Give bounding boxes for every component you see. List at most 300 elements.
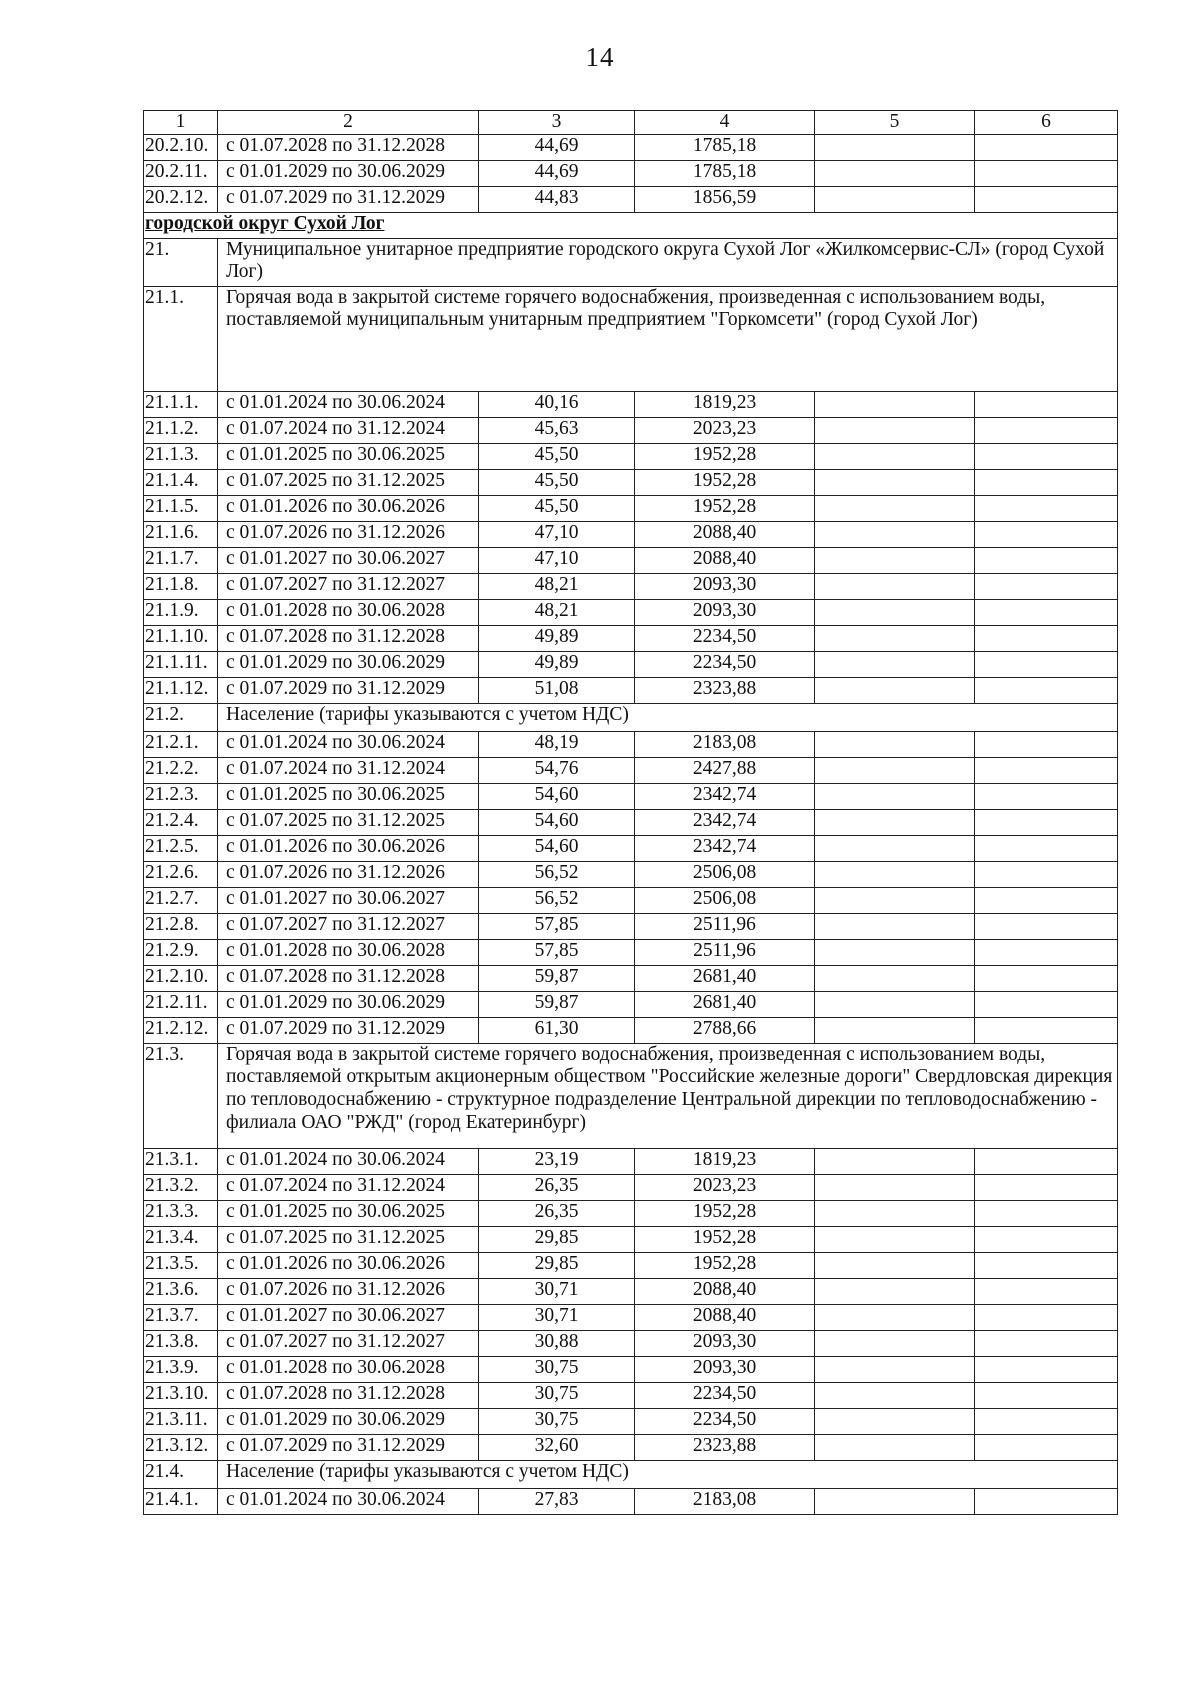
value-col6 — [975, 417, 1118, 443]
row-number: 21.3.8. — [144, 1330, 218, 1356]
row-number: 21.3.9. — [144, 1356, 218, 1382]
value-col6 — [975, 1488, 1118, 1514]
row-number: 21.1.4. — [144, 469, 218, 495]
value-col6 — [975, 939, 1118, 965]
value-col6 — [975, 1200, 1118, 1226]
value-col4: 2234,50 — [635, 1408, 815, 1434]
value-col4: 2093,30 — [635, 1356, 815, 1382]
section-number: 21.3. — [144, 1043, 218, 1148]
value-col4: 2342,74 — [635, 809, 815, 835]
table-row — [144, 991, 1118, 1017]
row-number: 21.3.7. — [144, 1304, 218, 1330]
value-col5 — [815, 1148, 975, 1174]
value-col6 — [975, 160, 1118, 186]
table-row — [144, 186, 1118, 212]
section-row — [144, 703, 1118, 731]
section-number: 21.2. — [144, 703, 218, 731]
table-row — [144, 160, 1118, 186]
value-col6 — [975, 1408, 1118, 1434]
value-col5 — [815, 861, 975, 887]
table-row — [144, 625, 1118, 651]
row-number: 21.1.5. — [144, 495, 218, 521]
value-col4: 2023,23 — [635, 1174, 815, 1200]
value-col4: 1785,18 — [635, 134, 815, 160]
value-col3: 32,60 — [479, 1434, 635, 1460]
row-number: 21.1.12. — [144, 677, 218, 703]
value-col6 — [975, 991, 1118, 1017]
value-col4: 2234,50 — [635, 1382, 815, 1408]
value-col3: 47,10 — [479, 521, 635, 547]
value-col3: 27,83 — [479, 1488, 635, 1514]
table-row — [144, 1408, 1118, 1434]
section-title: Горячая вода в закрытой системе горячего водоснабжения, произведенная с использованием воды, поставляемой муниципальным унитарным предприятием "Горкомсети" (город Сухой Лог) — [218, 286, 1118, 391]
value-col3: 48,21 — [479, 599, 635, 625]
section-title: Население (тарифы указываются с учетом НДС) — [218, 1460, 1118, 1488]
value-col6 — [975, 443, 1118, 469]
section-title: Население (тарифы указываются с учетом НДС) — [218, 703, 1118, 731]
period-cell: с 01.01.2028 по 30.06.2028 — [218, 1356, 479, 1382]
value-col5 — [815, 547, 975, 573]
period-cell: с 01.01.2026 по 30.06.2026 — [218, 835, 479, 861]
value-col3: 29,85 — [479, 1252, 635, 1278]
value-col3: 30,75 — [479, 1356, 635, 1382]
value-col4: 2234,50 — [635, 625, 815, 651]
period-cell: с 01.07.2025 по 31.12.2025 — [218, 809, 479, 835]
value-col3: 29,85 — [479, 1226, 635, 1252]
period-cell: с 01.01.2024 по 30.06.2024 — [218, 1488, 479, 1514]
period-cell: с 01.01.2024 по 30.06.2024 — [218, 391, 479, 417]
value-col3: 54,60 — [479, 835, 635, 861]
value-col3: 30,75 — [479, 1408, 635, 1434]
value-col5 — [815, 573, 975, 599]
section-row — [144, 1460, 1118, 1488]
period-cell: с 01.07.2025 по 31.12.2025 — [218, 1226, 479, 1252]
value-col3: 30,75 — [479, 1382, 635, 1408]
row-number: 21.3.2. — [144, 1174, 218, 1200]
value-col3: 56,52 — [479, 861, 635, 887]
period-cell: с 01.01.2026 по 30.06.2026 — [218, 495, 479, 521]
row-number: 21.3.6. — [144, 1278, 218, 1304]
table-row — [144, 1226, 1118, 1252]
value-col6 — [975, 1174, 1118, 1200]
value-col5 — [815, 1174, 975, 1200]
section-row — [144, 238, 1118, 286]
table-row — [144, 1278, 1118, 1304]
period-cell: с 01.07.2028 по 31.12.2028 — [218, 1382, 479, 1408]
section-number: 21.4. — [144, 1460, 218, 1488]
value-col5 — [815, 913, 975, 939]
value-col6 — [975, 757, 1118, 783]
value-col3: 51,08 — [479, 677, 635, 703]
row-number: 21.2.9. — [144, 939, 218, 965]
area-heading: городской округ Сухой Лог — [144, 212, 1118, 238]
period-cell: с 01.07.2026 по 31.12.2026 — [218, 521, 479, 547]
value-col5 — [815, 1278, 975, 1304]
table-row — [144, 1017, 1118, 1043]
row-number: 20.2.11. — [144, 160, 218, 186]
value-col3: 57,85 — [479, 939, 635, 965]
value-col4: 1952,28 — [635, 1226, 815, 1252]
value-col3: 54,60 — [479, 809, 635, 835]
period-cell: с 01.07.2028 по 31.12.2028 — [218, 965, 479, 991]
row-number: 21.1.6. — [144, 521, 218, 547]
row-number: 21.2.11. — [144, 991, 218, 1017]
value-col4: 1856,59 — [635, 186, 815, 212]
value-col5 — [815, 1252, 975, 1278]
row-number: 21.1.8. — [144, 573, 218, 599]
value-col4: 2088,40 — [635, 547, 815, 573]
value-col4: 2323,88 — [635, 1434, 815, 1460]
table-row — [144, 1148, 1118, 1174]
value-col6 — [975, 835, 1118, 861]
value-col6 — [975, 573, 1118, 599]
value-col3: 26,35 — [479, 1200, 635, 1226]
section-row — [144, 1043, 1118, 1148]
period-cell: с 01.01.2029 по 30.06.2029 — [218, 1408, 479, 1434]
row-number: 21.2.12. — [144, 1017, 218, 1043]
row-number: 21.1.2. — [144, 417, 218, 443]
table-row — [144, 547, 1118, 573]
value-col5 — [815, 991, 975, 1017]
table-row — [144, 391, 1118, 417]
value-col3: 45,50 — [479, 443, 635, 469]
value-col4: 1785,18 — [635, 160, 815, 186]
table-row — [144, 731, 1118, 757]
table-row — [144, 573, 1118, 599]
value-col3: 44,69 — [479, 134, 635, 160]
table-row — [144, 939, 1118, 965]
value-col4: 2183,08 — [635, 731, 815, 757]
value-col3: 54,60 — [479, 783, 635, 809]
section-title: Горячая вода в закрытой системе горячего водоснабжения, произведенная с использованием воды, поставляемой открытым акционерным обществом "Российские железные дороги" Свердловская дирекция по тепловодоснабжению - структурное подразделение Центральной дирекции по тепловодоснабжению - филиала ОАО "РЖД" (город Екатеринбург) — [218, 1043, 1118, 1148]
column-header: 1 — [144, 111, 218, 135]
table-row — [144, 783, 1118, 809]
table-row — [144, 887, 1118, 913]
period-cell: с 01.01.2029 по 30.06.2029 — [218, 160, 479, 186]
value-col6 — [975, 1226, 1118, 1252]
row-number: 21.1.7. — [144, 547, 218, 573]
table-row — [144, 757, 1118, 783]
row-number: 21.1.1. — [144, 391, 218, 417]
value-col6 — [975, 625, 1118, 651]
value-col5 — [815, 809, 975, 835]
value-col4: 2234,50 — [635, 651, 815, 677]
value-col6 — [975, 1382, 1118, 1408]
column-number-header-row — [144, 111, 1118, 135]
value-col5 — [815, 783, 975, 809]
value-col5 — [815, 186, 975, 212]
value-col4: 1952,28 — [635, 443, 815, 469]
table-row — [144, 599, 1118, 625]
period-cell: с 01.01.2024 по 30.06.2024 — [218, 1148, 479, 1174]
row-number: 20.2.10. — [144, 134, 218, 160]
period-cell: с 01.07.2029 по 31.12.2029 — [218, 1017, 479, 1043]
value-col3: 49,89 — [479, 625, 635, 651]
value-col5 — [815, 1226, 975, 1252]
table-row — [144, 651, 1118, 677]
value-col4: 2681,40 — [635, 965, 815, 991]
value-col4: 1819,23 — [635, 391, 815, 417]
period-cell: с 01.07.2029 по 31.12.2029 — [218, 186, 479, 212]
value-col5 — [815, 1382, 975, 1408]
page-number: 14 — [585, 42, 615, 72]
value-col5 — [815, 1304, 975, 1330]
value-col6 — [975, 809, 1118, 835]
period-cell: с 01.01.2027 по 30.06.2027 — [218, 1304, 479, 1330]
value-col4: 2093,30 — [635, 1330, 815, 1356]
period-cell: с 01.07.2029 по 31.12.2029 — [218, 677, 479, 703]
value-col3: 49,89 — [479, 651, 635, 677]
value-col3: 30,71 — [479, 1278, 635, 1304]
value-col4: 2088,40 — [635, 521, 815, 547]
value-col5 — [815, 731, 975, 757]
value-col4: 1819,23 — [635, 1148, 815, 1174]
value-col6 — [975, 965, 1118, 991]
table-row — [144, 1434, 1118, 1460]
section-number: 21. — [144, 238, 218, 286]
value-col5 — [815, 1017, 975, 1043]
value-col4: 2023,23 — [635, 417, 815, 443]
value-col5 — [815, 1200, 975, 1226]
row-number: 21.4.1. — [144, 1488, 218, 1514]
section-number: 21.1. — [144, 286, 218, 391]
period-cell: с 01.01.2026 по 30.06.2026 — [218, 1252, 479, 1278]
value-col3: 59,87 — [479, 991, 635, 1017]
value-col6 — [975, 1278, 1118, 1304]
value-col6 — [975, 1356, 1118, 1382]
value-col6 — [975, 521, 1118, 547]
value-col6 — [975, 1304, 1118, 1330]
table-row — [144, 861, 1118, 887]
value-col6 — [975, 651, 1118, 677]
table-row — [144, 1356, 1118, 1382]
value-col3: 26,35 — [479, 1174, 635, 1200]
value-col4: 2506,08 — [635, 861, 815, 887]
row-number: 21.2.2. — [144, 757, 218, 783]
value-col6 — [975, 887, 1118, 913]
column-header: 2 — [218, 111, 479, 135]
value-col5 — [815, 757, 975, 783]
period-cell: с 01.07.2025 по 31.12.2025 — [218, 469, 479, 495]
row-number: 21.3.10. — [144, 1382, 218, 1408]
value-col3: 40,16 — [479, 391, 635, 417]
value-col6 — [975, 913, 1118, 939]
value-col4: 2183,08 — [635, 1488, 815, 1514]
value-col4: 2323,88 — [635, 677, 815, 703]
table-row — [144, 1488, 1118, 1514]
period-cell: с 01.01.2027 по 30.06.2027 — [218, 547, 479, 573]
value-col3: 45,50 — [479, 469, 635, 495]
row-number: 21.3.12. — [144, 1434, 218, 1460]
period-cell: с 01.07.2029 по 31.12.2029 — [218, 1434, 479, 1460]
table-row — [144, 417, 1118, 443]
table-row — [144, 1304, 1118, 1330]
value-col5 — [815, 625, 975, 651]
row-number: 20.2.12. — [144, 186, 218, 212]
value-col6 — [975, 1252, 1118, 1278]
table-row — [144, 809, 1118, 835]
period-cell: с 01.07.2028 по 31.12.2028 — [218, 625, 479, 651]
column-header: 4 — [635, 111, 815, 135]
row-number: 21.2.3. — [144, 783, 218, 809]
row-number: 21.1.3. — [144, 443, 218, 469]
value-col5 — [815, 391, 975, 417]
value-col5 — [815, 651, 975, 677]
period-cell: с 01.07.2027 по 31.12.2027 — [218, 573, 479, 599]
value-col5 — [815, 1330, 975, 1356]
period-cell: с 01.07.2027 по 31.12.2027 — [218, 1330, 479, 1356]
value-col3: 44,83 — [479, 186, 635, 212]
value-col3: 59,87 — [479, 965, 635, 991]
period-cell: с 01.07.2028 по 31.12.2028 — [218, 134, 479, 160]
value-col4: 1952,28 — [635, 469, 815, 495]
value-col4: 2093,30 — [635, 573, 815, 599]
row-number: 21.1.10. — [144, 625, 218, 651]
value-col5 — [815, 160, 975, 186]
value-col5 — [815, 887, 975, 913]
value-col3: 57,85 — [479, 913, 635, 939]
row-number: 21.2.1. — [144, 731, 218, 757]
value-col6 — [975, 186, 1118, 212]
value-col5 — [815, 443, 975, 469]
value-col6 — [975, 677, 1118, 703]
value-col6 — [975, 731, 1118, 757]
table-row — [144, 1174, 1118, 1200]
value-col4: 2681,40 — [635, 991, 815, 1017]
value-col3: 48,21 — [479, 573, 635, 599]
value-col3: 23,19 — [479, 1148, 635, 1174]
value-col3: 44,69 — [479, 160, 635, 186]
value-col3: 30,71 — [479, 1304, 635, 1330]
value-col6 — [975, 134, 1118, 160]
value-col6 — [975, 599, 1118, 625]
period-cell: с 01.01.2028 по 30.06.2028 — [218, 939, 479, 965]
value-col6 — [975, 1148, 1118, 1174]
row-number: 21.1.11. — [144, 651, 218, 677]
value-col3: 47,10 — [479, 547, 635, 573]
value-col4: 1952,28 — [635, 1252, 815, 1278]
period-cell: с 01.07.2024 по 31.12.2024 — [218, 417, 479, 443]
table-row — [144, 677, 1118, 703]
value-col3: 61,30 — [479, 1017, 635, 1043]
period-cell: с 01.01.2029 по 30.06.2029 — [218, 651, 479, 677]
table-row — [144, 521, 1118, 547]
row-number: 21.3.5. — [144, 1252, 218, 1278]
value-col4: 2093,30 — [635, 599, 815, 625]
value-col3: 30,88 — [479, 1330, 635, 1356]
value-col5 — [815, 417, 975, 443]
value-col5 — [815, 495, 975, 521]
section-title: Муниципальное унитарное предприятие городского округа Сухой Лог «Жилкомсервис-СЛ» (город Сухой Лог) — [218, 238, 1118, 286]
value-col5 — [815, 599, 975, 625]
value-col5 — [815, 1488, 975, 1514]
period-cell: с 01.01.2025 по 30.06.2025 — [218, 783, 479, 809]
period-cell: с 01.01.2025 по 30.06.2025 — [218, 443, 479, 469]
period-cell: с 01.01.2025 по 30.06.2025 — [218, 1200, 479, 1226]
table-row — [144, 443, 1118, 469]
period-cell: с 01.01.2027 по 30.06.2027 — [218, 887, 479, 913]
period-cell: с 01.07.2024 по 31.12.2024 — [218, 757, 479, 783]
row-number: 21.3.3. — [144, 1200, 218, 1226]
table-row — [144, 835, 1118, 861]
value-col4: 2511,96 — [635, 913, 815, 939]
table-row — [144, 1382, 1118, 1408]
table-row — [144, 1252, 1118, 1278]
period-cell: с 01.01.2028 по 30.06.2028 — [218, 599, 479, 625]
row-number: 21.2.5. — [144, 835, 218, 861]
value-col4: 1952,28 — [635, 1200, 815, 1226]
value-col6 — [975, 1434, 1118, 1460]
value-col3: 45,63 — [479, 417, 635, 443]
table-row — [144, 1330, 1118, 1356]
value-col5 — [815, 134, 975, 160]
value-col6 — [975, 861, 1118, 887]
column-header: 3 — [479, 111, 635, 135]
row-number: 21.3.1. — [144, 1148, 218, 1174]
column-header: 6 — [975, 111, 1118, 135]
row-number: 21.3.4. — [144, 1226, 218, 1252]
row-number: 21.2.6. — [144, 861, 218, 887]
value-col4: 1952,28 — [635, 495, 815, 521]
period-cell: с 01.01.2029 по 30.06.2029 — [218, 991, 479, 1017]
value-col5 — [815, 835, 975, 861]
period-cell: с 01.07.2027 по 31.12.2027 — [218, 913, 479, 939]
value-col5 — [815, 677, 975, 703]
table-row — [144, 495, 1118, 521]
row-number: 21.1.9. — [144, 599, 218, 625]
period-cell: с 01.07.2024 по 31.12.2024 — [218, 1174, 479, 1200]
value-col4: 2788,66 — [635, 1017, 815, 1043]
row-number: 21.2.10. — [144, 965, 218, 991]
period-cell: с 01.01.2024 по 30.06.2024 — [218, 731, 479, 757]
value-col6 — [975, 547, 1118, 573]
value-col3: 48,19 — [479, 731, 635, 757]
table-row — [144, 134, 1118, 160]
value-col4: 2427,88 — [635, 757, 815, 783]
tariff-table-body — [144, 111, 1118, 1515]
value-col5 — [815, 1408, 975, 1434]
period-cell: с 01.07.2026 по 31.12.2026 — [218, 861, 479, 887]
value-col4: 2342,74 — [635, 783, 815, 809]
value-col4: 2506,08 — [635, 887, 815, 913]
value-col5 — [815, 1434, 975, 1460]
value-col4: 2511,96 — [635, 939, 815, 965]
column-header: 5 — [815, 111, 975, 135]
table-row — [144, 913, 1118, 939]
value-col4: 2088,40 — [635, 1278, 815, 1304]
value-col5 — [815, 1356, 975, 1382]
value-col4: 2088,40 — [635, 1304, 815, 1330]
value-col5 — [815, 939, 975, 965]
period-cell: с 01.07.2026 по 31.12.2026 — [218, 1278, 479, 1304]
row-number: 21.2.8. — [144, 913, 218, 939]
area-heading-row — [144, 212, 1118, 238]
value-col3: 56,52 — [479, 887, 635, 913]
tariff-table — [143, 110, 1118, 1515]
table-row — [144, 1200, 1118, 1226]
value-col6 — [975, 1017, 1118, 1043]
value-col6 — [975, 783, 1118, 809]
value-col6 — [975, 495, 1118, 521]
row-number: 21.2.7. — [144, 887, 218, 913]
value-col3: 45,50 — [479, 495, 635, 521]
value-col3: 54,76 — [479, 757, 635, 783]
section-row — [144, 286, 1118, 391]
value-col4: 2342,74 — [635, 835, 815, 861]
row-number: 21.2.4. — [144, 809, 218, 835]
value-col5 — [815, 469, 975, 495]
value-col5 — [815, 965, 975, 991]
